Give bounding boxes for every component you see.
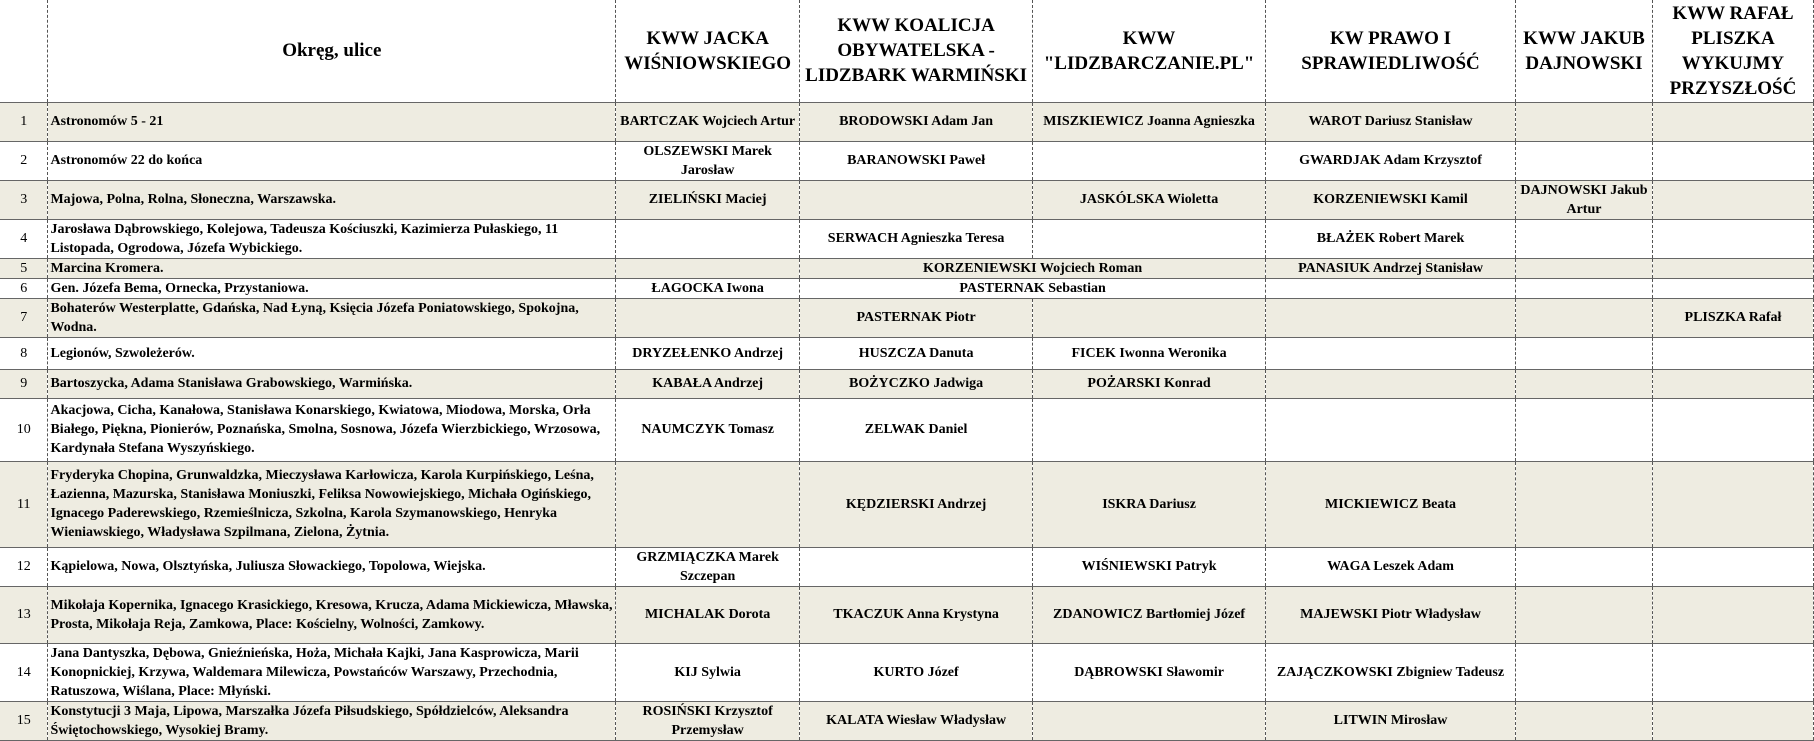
candidate-cell: MICKIEWICZ Beata [1266, 461, 1516, 547]
candidate-cell: KĘDZIERSKI Andrzej [800, 461, 1033, 547]
candidate-cell: ROSIŃSKI Krzysztof Przemysław [616, 701, 800, 740]
row-number: 15 [0, 701, 48, 740]
candidate-cell: BOŻYCZKO Jadwiga [800, 369, 1033, 398]
streets-cell: Akacjowa, Cicha, Kanałowa, Stanisława Konarskiego, Kwiatowa, Miodowa, Morska, Orła Białego, Piękna, Pionierów, Poznańska, Smolna, Sosnowa, Józefa Wierzbickiego, Wrzosowa, Kardynała Stefana Wyszyńskiego. [48, 398, 616, 461]
candidate-cell [1652, 398, 1813, 461]
candidate-cell [616, 258, 800, 278]
candidate-cell: BARTCZAK Wojciech Artur [616, 102, 800, 141]
candidate-cell: KIJ Sylwia [616, 643, 800, 701]
candidate-cell: KALATA Wiesław Władysław [800, 701, 1033, 740]
streets-cell: Astronomów 5 - 21 [48, 102, 616, 141]
candidate-cell: BARANOWSKI Paweł [800, 141, 1033, 180]
candidate-cell [1652, 278, 1813, 298]
candidate-cell: MISZKIEWICZ Joanna Agnieszka [1033, 102, 1266, 141]
row-number: 8 [0, 337, 48, 369]
candidate-cell [1515, 586, 1652, 643]
candidate-cell: SERWACH Agnieszka Teresa [800, 219, 1033, 258]
header-col1: KWW JACKA WIŚNIOWSKIEGO [616, 0, 800, 102]
candidate-cell: ZELWAK Daniel [800, 398, 1033, 461]
table-row [0, 398, 1814, 461]
candidate-cell [1652, 369, 1813, 398]
candidate-cell [1652, 141, 1813, 180]
candidate-cell: GWARDJAK Adam Krzysztof [1266, 141, 1516, 180]
candidate-cell [616, 219, 800, 258]
header-district: Okręg, ulice [48, 0, 616, 102]
table-row [0, 258, 1814, 278]
streets-cell: Bohaterów Westerplatte, Gdańska, Nad Łyną, Księcia Józefa Poniatowskiego, Spokojna, Wodna. [48, 298, 616, 337]
candidate-cell [1515, 547, 1652, 586]
candidate-cell: DAJNOWSKI Jakub Artur [1515, 180, 1652, 219]
row-number: 14 [0, 643, 48, 701]
streets-cell: Jana Dantyszka, Dębowa, Gnieźnieńska, Hoża, Michała Kajki, Jana Kasprowicza, Marii Konopnickiej, Krzywa, Waldemara Milewicza, Powstańców Warszawy, Przechodnia, Ratuszowa, Wiślana, Place: Młyński. [48, 643, 616, 701]
candidate-cell [1652, 102, 1813, 141]
candidate-cell [1652, 337, 1813, 369]
row-number: 9 [0, 369, 48, 398]
row-number: 4 [0, 219, 48, 258]
candidate-cell [1515, 258, 1652, 278]
candidate-cell: WIŚNIEWSKI Patryk [1033, 547, 1266, 586]
streets-cell: Legionów, Szwoleżerów. [48, 337, 616, 369]
candidate-cell [1266, 398, 1516, 461]
candidate-cell: PASTERNAK Sebastian [800, 278, 1266, 298]
candidate-cell: PANASIUK Andrzej Stanisław [1266, 258, 1516, 278]
candidate-cell [1652, 219, 1813, 258]
header-col2: KWW KOALICJA OBYWATELSKA - LIDZBARK WARMIŃSKI [800, 0, 1033, 102]
candidate-cell [800, 547, 1033, 586]
table-row [0, 219, 1814, 258]
streets-cell: Astronomów 22 do końca [48, 141, 616, 180]
candidate-cell [1515, 298, 1652, 337]
header-col3: KWW "LIDZBARCZANIE.PL" [1033, 0, 1266, 102]
table-row [0, 337, 1814, 369]
candidate-cell: HUSZCZA Danuta [800, 337, 1033, 369]
candidate-cell: JASKÓLSKA Wioletta [1033, 180, 1266, 219]
candidate-cell: ZIELIŃSKI Maciej [616, 180, 800, 219]
candidate-cell: ISKRA Dariusz [1033, 461, 1266, 547]
row-number: 6 [0, 278, 48, 298]
candidate-cell: MAJEWSKI Piotr Władysław [1266, 586, 1516, 643]
candidate-cell: KORZENIEWSKI Wojciech Roman [800, 258, 1266, 278]
table-row [0, 141, 1814, 180]
candidate-cell [1266, 337, 1516, 369]
table-row [0, 701, 1814, 740]
candidate-cell: FICEK Iwonna Weronika [1033, 337, 1266, 369]
row-number: 5 [0, 258, 48, 278]
header-num [0, 0, 48, 102]
header-row [0, 0, 1814, 102]
candidate-cell [1652, 180, 1813, 219]
candidate-cell [1266, 298, 1516, 337]
streets-cell: Bartoszycka, Adama Stanisława Grabowskiego, Warmińska. [48, 369, 616, 398]
candidate-cell [1652, 643, 1813, 701]
streets-cell: Fryderyka Chopina, Grunwaldzka, Mieczysława Karłowicza, Karola Kurpińskiego, Leśna, Łazienna, Mazurska, Stanisława Moniuszki, Feliksa Nowowiejskiego, Michała Ogińskiego, Ignacego Paderewskiego, Rzemieślnicza, Szkolna, Karola Szymanowskiego, Henryka Wieniawskiego, Władysława Szpilmana, Zielona, Żytnia. [48, 461, 616, 547]
candidate-cell: MICHALAK Dorota [616, 586, 800, 643]
candidate-cell [1515, 643, 1652, 701]
candidate-cell: GRZMIĄCZKA Marek Szczepan [616, 547, 800, 586]
header-col6: KWW RAFAŁ PLISZKA WYKUJMY PRZYSZŁOŚĆ [1652, 0, 1813, 102]
candidate-cell [1515, 337, 1652, 369]
candidate-cell [1033, 701, 1266, 740]
table-row [0, 547, 1814, 586]
header-col4: KW PRAWO I SPRAWIEDLIWOŚĆ [1266, 0, 1516, 102]
candidate-cell: DĄBROWSKI Sławomir [1033, 643, 1266, 701]
candidate-cell [1515, 278, 1652, 298]
candidate-cell [1515, 219, 1652, 258]
candidate-cell: ŁAGOCKA Iwona [616, 278, 800, 298]
candidate-cell: BRODOWSKI Adam Jan [800, 102, 1033, 141]
candidate-cell [1515, 701, 1652, 740]
row-number: 2 [0, 141, 48, 180]
candidate-cell: WAROT Dariusz Stanisław [1266, 102, 1516, 141]
streets-cell: Mikołaja Kopernika, Ignacego Krasickiego, Kresowa, Krucza, Adama Mickiewicza, Mławska, Prosta, Mikołaja Reja, Zamkowa, Place: Kościelny, Wolności, Zamkowy. [48, 586, 616, 643]
candidate-cell [1266, 278, 1516, 298]
table-row [0, 298, 1814, 337]
candidate-cell [1515, 369, 1652, 398]
candidate-cell: PASTERNAK Piotr [800, 298, 1033, 337]
candidate-cell [1515, 461, 1652, 547]
streets-cell: Jarosława Dąbrowskiego, Kolejowa, Tadeusza Kościuszki, Kazimierza Pułaskiego, 11 Listopada, Ogrodowa, Józefa Wybickiego. [48, 219, 616, 258]
candidate-cell [1515, 398, 1652, 461]
row-number: 13 [0, 586, 48, 643]
candidate-cell: ZDANOWICZ Bartłomiej Józef [1033, 586, 1266, 643]
candidate-cell: PLISZKA Rafał [1652, 298, 1813, 337]
candidate-cell [1033, 219, 1266, 258]
table-row [0, 586, 1814, 643]
row-number: 12 [0, 547, 48, 586]
candidate-cell: KORZENIEWSKI Kamil [1266, 180, 1516, 219]
candidate-cell: NAUMCZYK Tomasz [616, 398, 800, 461]
candidate-cell: DRYZEŁENKO Andrzej [616, 337, 800, 369]
candidate-cell [616, 461, 800, 547]
candidate-cell: POŻARSKI Konrad [1033, 369, 1266, 398]
header-col5: KWW JAKUB DAJNOWSKI [1515, 0, 1652, 102]
candidate-cell [1652, 547, 1813, 586]
streets-cell: Kąpielowa, Nowa, Olsztyńska, Juliusza Słowackiego, Topolowa, Wiejska. [48, 547, 616, 586]
table-row [0, 180, 1814, 219]
candidate-cell [1033, 398, 1266, 461]
candidate-cell [1652, 258, 1813, 278]
candidate-cell: KURTO Józef [800, 643, 1033, 701]
candidate-cell [1652, 586, 1813, 643]
table-row [0, 278, 1814, 298]
candidate-cell [800, 180, 1033, 219]
streets-cell: Majowa, Polna, Rolna, Słoneczna, Warszawska. [48, 180, 616, 219]
candidate-cell [1033, 298, 1266, 337]
row-number: 11 [0, 461, 48, 547]
streets-cell: Marcina Kromera. [48, 258, 616, 278]
streets-cell: Gen. Józefa Bema, Ornecka, Przystaniowa. [48, 278, 616, 298]
candidate-cell: BŁAŻEK Robert Marek [1266, 219, 1516, 258]
candidate-cell [1033, 141, 1266, 180]
table-row [0, 643, 1814, 701]
row-number: 10 [0, 398, 48, 461]
row-number: 3 [0, 180, 48, 219]
candidate-cell: TKACZUK Anna Krystyna [800, 586, 1033, 643]
streets-cell: Konstytucji 3 Maja, Lipowa, Marszałka Józefa Piłsudskiego, Spółdzielców, Aleksandra Świętochowskiego, Wysokiej Bramy. [48, 701, 616, 740]
candidate-cell: KABAŁA Andrzej [616, 369, 800, 398]
candidate-cell [1515, 141, 1652, 180]
row-number: 7 [0, 298, 48, 337]
candidate-cell [1515, 102, 1652, 141]
candidate-cell: ZAJĄCZKOWSKI Zbigniew Tadeusz [1266, 643, 1516, 701]
row-number: 1 [0, 102, 48, 141]
candidate-cell [1652, 461, 1813, 547]
candidate-cell: LITWIN Mirosław [1266, 701, 1516, 740]
candidate-cell [616, 298, 800, 337]
table-row [0, 461, 1814, 547]
table-row [0, 102, 1814, 141]
candidate-cell: OLSZEWSKI Marek Jarosław [616, 141, 800, 180]
candidate-cell [1266, 369, 1516, 398]
candidate-cell [1652, 701, 1813, 740]
table-row [0, 369, 1814, 398]
candidate-cell: WAGA Leszek Adam [1266, 547, 1516, 586]
